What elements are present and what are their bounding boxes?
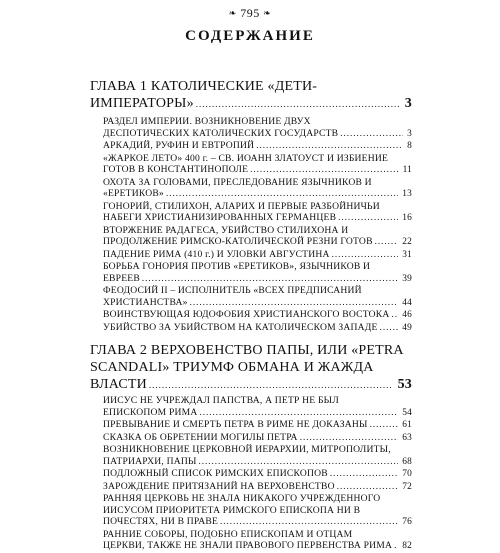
toc-entry[interactable] xyxy=(103,285,412,309)
toc-entry-page: 39 xyxy=(402,273,412,284)
dot-leader xyxy=(300,432,399,444)
toc-entry-page: 31 xyxy=(402,249,412,260)
chapter-2-title-line-1: ГЛАВА 2 ВЕРХОВЕНСТВО ПАПЫ, ИЛИ «PETRA xyxy=(90,343,404,358)
toc-entry-text: ПРОДОЛЖЕНИЕ РИМСКО-КАТОЛИЧЕСКОЙ РЕЗНИ ГОТОВ xyxy=(103,236,373,247)
toc-entry-text: НАБЕГИ ХРИСТИАНИЗИРОВАННЫХ ГЕРМАНЦЕВ xyxy=(103,212,337,223)
dot-leader xyxy=(220,516,398,528)
toc-entry-page: 46 xyxy=(402,310,412,320)
dot-leader xyxy=(332,249,399,261)
toc-entry[interactable] xyxy=(103,309,412,322)
toc-entry-page: 3 xyxy=(407,128,412,139)
toc-entry-text: ДЕСПОТИЧЕСКИХ КАТОЛИЧЕСКИХ ГОСУДАРСТВ xyxy=(103,127,339,139)
dot-leader xyxy=(370,419,399,431)
page-number-value: 795 xyxy=(240,6,260,20)
chapter-1-title-line-2: ИМПЕРАТОРЫ» xyxy=(90,96,194,111)
toc-entry-page: 63 xyxy=(402,432,412,443)
toc-entry[interactable] xyxy=(103,468,412,481)
chapter-1-entries xyxy=(103,116,412,334)
toc-entry[interactable] xyxy=(103,261,412,285)
toc-entry-text: ЕВРЕЕВ xyxy=(103,272,140,284)
chapter-2-title-line-3: ВЛАСТИ xyxy=(90,377,147,392)
toc-entry-text: РАННИЕ СОБОРЫ, ПОДОБНО ЕПИСКОПАМ И ОТЦАМ xyxy=(103,528,353,540)
table-of-contents xyxy=(90,78,412,553)
toc-entry-text: ПОДЛОЖНЫЙ СПИСОК РИМСКИХ ЕПИСКОПОВ xyxy=(103,468,328,479)
toc-entry-text: ЦЕРКВИ, ТАКЖЕ НЕ ЗНАЛИ ПРАВОВОГО ПЕРВЕНСТВА РИМА xyxy=(103,540,393,551)
toc-entry-text: ЗАРОЖДЕНИЕ ПРИТЯЗАНИЙ НА ВЕРХОВЕНСТВО xyxy=(103,480,335,492)
toc-entry[interactable] xyxy=(103,432,412,445)
toc-entry[interactable] xyxy=(103,444,412,468)
toc-entry-page: 82 xyxy=(402,541,412,551)
toc-entry[interactable] xyxy=(103,493,412,529)
toc-entry[interactable] xyxy=(103,249,412,262)
toc-entry[interactable] xyxy=(103,177,412,201)
dot-leader xyxy=(392,309,399,321)
toc-entry[interactable] xyxy=(103,140,412,153)
ornament-right-icon: ❧ xyxy=(263,8,272,18)
toc-entry-page: 54 xyxy=(402,407,412,418)
toc-entry-page: 72 xyxy=(402,481,412,492)
ornament-left-icon: ❧ xyxy=(228,8,237,18)
toc-entry-text: ВОИНСТВУЮЩАЯ ЮДОФОБИЯ ХРИСТИАНСКОГО ВОСТОКА xyxy=(103,309,390,320)
toc-entry-text: ПРЕВЫВАНИЕ И СМЕРТЬ ПЕТРА В РИМЕ НЕ ДОКАЗАНЫ xyxy=(103,419,368,430)
toc-entry[interactable] xyxy=(103,529,412,553)
toc-entry-text: ВТОРЖЕНИЕ РАДАГЕСА, УБИЙСТВО СТИЛИХОНА И xyxy=(103,224,349,236)
toc-entry-text: ПОЧЕСТЯХ, НИ В ПРАВЕ xyxy=(103,516,219,527)
toc-entry-text: ОХОТА ЗА ГОЛОВАМИ, ПРЕСЛЕДОВАНИЕ ЯЗЫЧНИКОВ И xyxy=(103,176,372,188)
dot-leader xyxy=(330,468,398,480)
toc-entry-text: ИИСУСОМ ПРИОРИТЕТА РИМСКОГО ЕПИСКОПА НИ В xyxy=(103,504,361,516)
toc-entry-page: 8 xyxy=(407,141,412,151)
toc-entry-page: 68 xyxy=(402,456,412,467)
toc-entry-text: «ЖАРКОЕ ЛЕТО» 400 г. – СВ. ИОАНН ЗЛАТОУСТ И ИЗБИЕНИЕ xyxy=(103,152,389,164)
chapter-1-heading[interactable] xyxy=(90,78,412,113)
toc-entry[interactable] xyxy=(103,116,412,140)
toc-entry[interactable] xyxy=(103,419,412,432)
toc-entry-text: ВОЗНИКНОВЕНИЕ ЦЕРКОВНОЙ ИЕРАРХИИ, МИТРОПОЛИТЫ, xyxy=(103,444,391,455)
toc-entry-text: ПАДЕНИЕ РИМА (410 г.) И УЛОВКИ АВГУСТИНА xyxy=(103,248,330,260)
toc-entry-page: 44 xyxy=(402,297,412,308)
toc-entry[interactable] xyxy=(103,322,412,335)
toc-entry-text: ХРИСТИАНСТВА» xyxy=(103,296,188,308)
toc-entry-text: ПАТРИАРХИ, ПАПЫ xyxy=(103,455,197,467)
chapter-2-title-line-2: SCANDALI» ТРИУМФ ОБМАНА И ЖАЖДА xyxy=(90,360,374,375)
toc-entry-page: 13 xyxy=(402,189,412,199)
dot-leader xyxy=(338,212,398,224)
chapter-2-page: 53 xyxy=(397,377,412,392)
toc-entry[interactable] xyxy=(103,395,412,419)
dot-leader xyxy=(142,273,398,285)
dot-leader xyxy=(394,540,398,552)
toc-entry-page: 22 xyxy=(402,237,412,247)
dot-leader xyxy=(375,236,399,248)
toc-entry-text: ИИСУС НЕ УЧРЕЖДАЛ ПАПСТВА, А ПЕТР НЕ БЫЛ xyxy=(103,395,339,406)
dot-leader xyxy=(166,188,398,200)
toc-entry-text: ЕПИСКОПОМ РИМА xyxy=(103,406,198,418)
toc-title: СОДЕРЖАНИЕ xyxy=(185,28,315,44)
dot-leader xyxy=(380,322,399,334)
chapter-1-title-line-1: ГЛАВА 1 КАТОЛИЧЕСКИЕ «ДЕТИ- xyxy=(90,79,318,94)
dot-leader xyxy=(190,297,399,309)
toc-entry-page: 11 xyxy=(402,165,412,175)
dot-leader xyxy=(250,164,398,176)
chapter-1-page: 3 xyxy=(404,96,412,111)
toc-entry-page: 16 xyxy=(402,213,412,223)
page-number xyxy=(0,6,500,21)
toc-entry-page: 61 xyxy=(402,420,412,430)
toc-entry-text: БОРЬБА ГОНОРИЯ ПРОТИВ «ЕРЕТИКОВ», ЯЗЫЧНИКОВ И xyxy=(103,261,371,272)
dot-leader xyxy=(149,377,393,394)
dot-leader xyxy=(340,128,403,140)
toc-entry-text: АРКАДИЙ, РУФИН И ЕВТРОПИЙ xyxy=(103,140,255,151)
toc-entry-text: ГОТОВ В КОНСТАНТИНОПОЛЕ xyxy=(103,164,249,175)
toc-entry[interactable] xyxy=(103,201,412,225)
toc-entry-text: ГОНОРИЙ, СТИЛИХОН, АЛАРИХ И ПЕРВЫЕ РАЗБОЙНИЧЬИ xyxy=(103,200,380,212)
toc-entry-text: ФЕОДОСИЙ II – ИСПОЛНИТЕЛЬ «ВСЕХ ПРЕДПИСАНИЙ xyxy=(103,285,362,296)
toc-entry-text: «ЕРЕТИКОВ» xyxy=(103,188,164,199)
toc-entry-text: РАЗДЕЛ ИМПЕРИИ. ВОЗНИКНОВЕНИЕ ДВУХ xyxy=(103,116,311,127)
dot-leader xyxy=(196,96,400,113)
toc-entry-text: СКАЗКА ОБ ОБРЕТЕНИИ МОГИЛЫ ПЕТРА xyxy=(103,431,298,443)
toc-entry[interactable] xyxy=(103,153,412,177)
toc-entry-text: РАННЯЯ ЦЕРКОВЬ НЕ ЗНАЛА НИКАКОГО УЧРЕЖДЕННОГО xyxy=(103,493,381,504)
chapter-2-entries xyxy=(103,395,412,553)
chapter-2-heading[interactable] xyxy=(90,342,412,394)
toc-entry-page: 76 xyxy=(402,517,412,527)
toc-entry[interactable] xyxy=(103,225,412,249)
dot-leader xyxy=(337,481,399,493)
dot-leader xyxy=(200,407,399,419)
dot-leader xyxy=(199,456,399,468)
toc-entry-text: УБИЙСТВО ЗА УБИЙСТВОМ НА КАТОЛИЧЕСКОМ ЗАПАДЕ xyxy=(103,321,378,333)
toc-entry-page: 70 xyxy=(402,469,412,479)
toc-entry-page: 49 xyxy=(402,322,412,333)
toc-entry[interactable] xyxy=(103,481,412,494)
dot-leader xyxy=(256,140,403,152)
